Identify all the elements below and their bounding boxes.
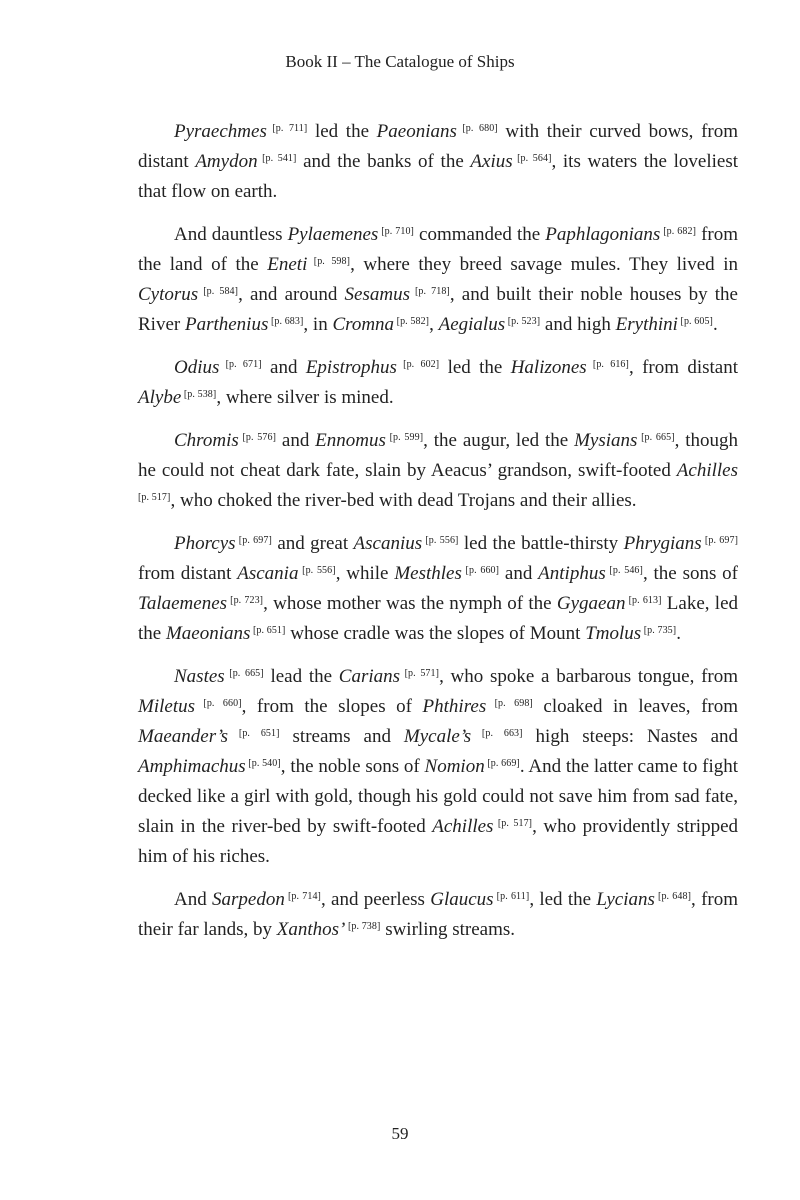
proper-name: Axius: [470, 151, 513, 172]
proper-name: Erythini: [615, 314, 678, 335]
text-run: commanded the: [413, 224, 546, 245]
paragraph-7: [138, 885, 738, 945]
proper-name: Halizones: [510, 357, 587, 378]
text-run: led the: [307, 121, 377, 142]
page-reference: [p. 735]: [641, 625, 677, 636]
text-run: and: [261, 357, 306, 378]
proper-name: Maeonians: [165, 623, 251, 644]
page-reference: [p. 697]: [701, 535, 739, 546]
text-run: from distant: [138, 563, 238, 584]
page-reference: [p. 541]: [257, 153, 297, 164]
proper-name: Paeonians: [376, 121, 457, 142]
proper-name: Tmolus: [585, 623, 642, 644]
page-reference: [p. 517]: [493, 818, 533, 829]
page-reference: [p. 718]: [409, 286, 450, 297]
text-run: and: [276, 430, 316, 451]
proper-name: Cromna: [332, 314, 395, 335]
page-reference: [p. 546]: [605, 565, 643, 576]
proper-name: Ascanius: [353, 533, 423, 554]
text-run: ,: [429, 314, 439, 335]
page-reference: [p. 582]: [394, 316, 430, 327]
text-run: , where they breed savage mules. They lived in: [350, 254, 738, 275]
page-reference: [p. 616]: [586, 359, 629, 370]
text-run: , led the: [529, 889, 597, 910]
page-reference: [p. 680]: [456, 123, 498, 134]
page-reference: [p. 648]: [654, 891, 692, 902]
page-reference: [p. 714]: [284, 891, 321, 902]
proper-name: Paphlagonians: [545, 224, 661, 245]
page-reference: [p. 683]: [268, 316, 304, 327]
proper-name: Phorcys: [174, 533, 236, 554]
page-reference: [p. 538]: [181, 389, 217, 400]
text-run: , who spoke a barbarous tongue, from: [439, 666, 739, 687]
page-reference: [p. 576]: [238, 432, 277, 443]
page-reference: [p. 723]: [227, 595, 264, 606]
proper-name: Pylaemenes: [287, 224, 379, 245]
text-run: And dauntless: [174, 224, 288, 245]
proper-name: Alybe: [138, 387, 182, 408]
text-run: , from their far lands, by: [138, 889, 738, 940]
page-reference: [p. 571]: [400, 668, 440, 679]
proper-name: Lycians: [596, 889, 655, 910]
proper-name: Phrygians: [623, 533, 702, 554]
proper-name: Gygaean: [556, 593, 626, 614]
page-reference: [p. 671]: [219, 359, 262, 370]
text-run: and high: [540, 314, 616, 335]
page-reference: [p. 540]: [245, 758, 281, 769]
text-run: , the sons of: [642, 563, 739, 584]
text-run: , who providently stripped him of his riches.: [138, 816, 739, 867]
proper-name: Chromis: [174, 430, 239, 451]
proper-name: Mycale’s: [403, 726, 472, 747]
text-run: Lake, led the: [138, 593, 738, 644]
text-run: . And the latter came to fight decked like a girl with gold, though his gold could not save him from sad fate, slain in the river-bed by swift-footed: [138, 756, 738, 837]
text-run: with their curved bows, from distant: [138, 121, 738, 172]
proper-name: Pyraechmes: [174, 121, 267, 142]
running-head: Book II – The Catalogue of Ships: [285, 52, 515, 71]
text-run: high steeps: Nastes and: [522, 726, 739, 747]
proper-name: Achilles: [676, 460, 738, 481]
page-reference: [p. 697]: [235, 535, 272, 546]
text-run: .: [712, 314, 718, 335]
proper-name: Ascania: [237, 563, 299, 584]
proper-name: Talaemenes: [138, 593, 228, 614]
text-run: , where silver is mined.: [216, 387, 394, 408]
page-reference: [p. 663]: [471, 728, 523, 739]
proper-name: Maeander’s: [138, 726, 229, 747]
text-run: , from the slopes of: [241, 696, 423, 717]
page-number: 59: [391, 1124, 409, 1143]
text-run: , the augur, led the: [423, 430, 575, 451]
proper-name: Sarpedon: [212, 889, 285, 910]
page-reference: [p. 556]: [422, 535, 459, 546]
text-run: swirling streams.: [380, 919, 516, 940]
text-run: lead the: [263, 666, 339, 687]
page-reference: [p. 651]: [228, 728, 280, 739]
page-reference: [p. 711]: [266, 123, 308, 134]
text-run: , and around: [238, 284, 345, 305]
body-text: [138, 117, 738, 958]
page-reference: [p. 605]: [677, 316, 713, 327]
text-run: and the banks of the: [296, 151, 471, 172]
page-reference: [p. 523]: [505, 316, 541, 327]
proper-name: Sesamus: [344, 284, 410, 305]
proper-name: Amydon: [195, 151, 258, 172]
text-run: .: [676, 623, 681, 644]
text-run: , from distant: [628, 357, 739, 378]
text-run: whose cradle was the slopes of Mount: [285, 623, 586, 644]
proper-name: Amphimachus: [138, 756, 246, 777]
page-reference: [p. 651]: [250, 625, 286, 636]
paragraph-3: [138, 353, 738, 413]
page-reference: [p. 669]: [484, 758, 520, 769]
text-run: , the noble sons of: [280, 756, 425, 777]
paragraph-1: [138, 117, 738, 207]
text-run: , whose mother was the nymph of the: [263, 593, 557, 614]
proper-name: Phthires: [422, 696, 487, 717]
text-run: led the battle-thirsty: [458, 533, 624, 554]
page-reference: [p. 665]: [224, 668, 264, 679]
page-reference: [p. 584]: [198, 286, 239, 297]
page-reference: [p. 611]: [493, 891, 530, 902]
page-reference: [p. 665]: [637, 432, 675, 443]
text-run: cloaked in leaves, from: [532, 696, 739, 717]
page-reference: [p. 738]: [345, 921, 381, 932]
text-run: , while: [335, 563, 395, 584]
proper-name: Odius: [174, 357, 220, 378]
text-run: , in: [303, 314, 333, 335]
page-reference: [p. 710]: [378, 226, 414, 237]
text-run: and: [499, 563, 539, 584]
proper-name: Ennomus: [315, 430, 386, 451]
proper-name: Aegialus: [438, 314, 506, 335]
proper-name: Epistrophus: [305, 357, 397, 378]
proper-name: Nastes: [174, 666, 225, 687]
proper-name: Miletus: [138, 696, 195, 717]
page-reference: [p. 698]: [486, 698, 533, 709]
paragraph-6: [138, 662, 738, 872]
text-run: And: [174, 889, 213, 910]
proper-name: Mysians: [574, 430, 638, 451]
page-reference: [p. 660]: [461, 565, 500, 576]
page-reference: [p. 598]: [307, 256, 351, 267]
proper-name: Eneti: [267, 254, 308, 275]
proper-name: Glaucus: [430, 889, 494, 910]
proper-name: Carians: [338, 666, 401, 687]
proper-name: Antiphus: [538, 563, 606, 584]
page-reference: [p. 613]: [625, 595, 662, 606]
proper-name: Cytorus: [138, 284, 199, 305]
page-reference: [p. 682]: [660, 226, 696, 237]
proper-name: Mesthles: [394, 563, 462, 584]
proper-name: Parthenius: [184, 314, 269, 335]
proper-name: Nomion: [424, 756, 485, 777]
text-run: and great: [271, 533, 354, 554]
text-run: led the: [439, 357, 511, 378]
text-run: , and peerless: [320, 889, 431, 910]
paragraph-5: [138, 529, 738, 649]
page-reference: [p. 602]: [396, 359, 440, 370]
text-run: , and built their noble houses by the River: [138, 284, 738, 335]
page-reference: [p. 599]: [385, 432, 424, 443]
text-run: , its waters the loveliest that flow on earth.: [138, 151, 738, 202]
text-run: from the land of the: [138, 224, 738, 275]
proper-name: Xanthos’: [276, 919, 346, 940]
page-reference: [p. 517]: [138, 492, 171, 503]
page-reference: [p. 556]: [298, 565, 336, 576]
page-reference: [p. 660]: [195, 698, 242, 709]
paragraph-4: [138, 426, 738, 516]
paragraph-2: [138, 220, 738, 340]
text-run: , though he could not cheat dark fate, slain by Aeacus’ grandson, swift-footed: [138, 430, 739, 481]
text-run: , who choked the river-bed with dead Trojans and their allies.: [170, 490, 637, 511]
text-run: streams and: [279, 726, 404, 747]
page-reference: [p. 564]: [512, 153, 552, 164]
proper-name: Achilles: [432, 816, 494, 837]
